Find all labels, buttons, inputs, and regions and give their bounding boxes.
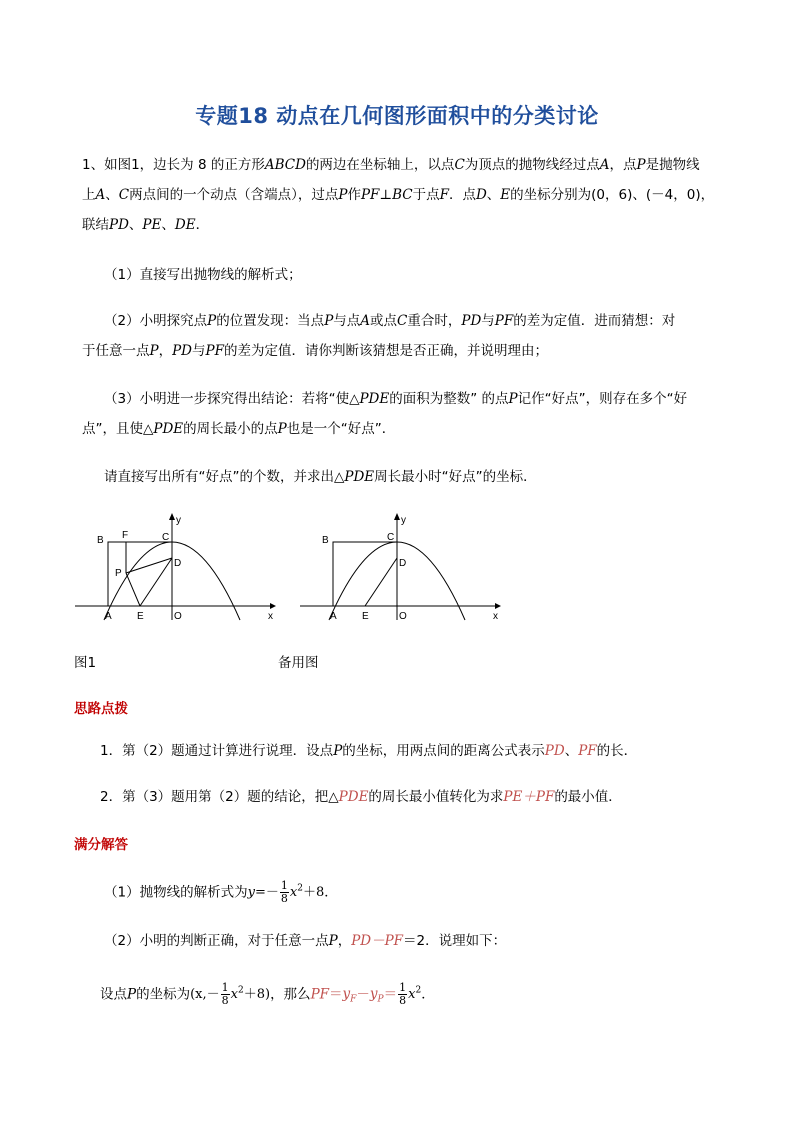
segment-pd <box>126 558 172 573</box>
y-p: $y_P$ <box>369 986 384 1006</box>
x-axis-arrow <box>270 603 276 609</box>
label-b: B <box>322 535 329 546</box>
question-1: （1）直接写出抛物线的解析式； <box>104 267 302 283</box>
question-3 <box>82 384 732 444</box>
label-x: x <box>493 611 498 622</box>
figure-1-caption: 图1 <box>74 655 97 671</box>
x-axis-arrow <box>495 603 501 609</box>
segment-de <box>140 558 172 606</box>
question-3-line-1: （3）小明进一步探究得出结论：若将“使△PDE的面积为整数” 的点P记作“好点”，则存在多个“好 <box>104 391 688 407</box>
point-p-coordinates: (x,－ $\frac{1}{8}$ $x^2+8$) <box>190 981 271 1008</box>
hints-heading: 思路点拨 <box>74 701 128 717</box>
label-o: O <box>174 611 182 622</box>
label-o: O <box>399 611 407 622</box>
question-3-line-2: 点”，且使△PDE的周长最小的点P也是一个“好点”． <box>82 421 396 437</box>
label-d: D <box>399 558 407 569</box>
parabola-equation: y=－ $\frac{1}{8}$ $x^2+8$ <box>247 879 325 906</box>
hint-2: 2．第（3）题用第（2）题的结论，把△PDE的周长最小值转化为求PE＋PF的最小值． <box>100 789 622 805</box>
problem-line-2: 上A、C两点间的一个动点（含端点），过点P作PF⊥BC于点F．点D、E的坐标分别为(0，6)、(－4，0)， <box>82 187 715 203</box>
label-e: E <box>362 611 369 622</box>
label-y: y <box>401 515 406 526</box>
question-2-line-2: 于任意一点P，PD与PF的差为定值．请你判断该猜想是否正确，并说明理由； <box>82 343 548 359</box>
square-abcd <box>333 542 397 606</box>
label-c: C <box>387 532 395 543</box>
label-f: F <box>122 530 129 541</box>
label-a: A <box>330 611 337 622</box>
solution-heading: 满分解答 <box>74 837 128 853</box>
solution-3: 设点P的坐标为(x,－ $\frac{1}{8}$ $x^2+8$)，那么$PF=y_F-y_P=$ $\frac{1}{8}$ $x^2$． <box>100 981 435 1008</box>
problem-statement <box>82 150 732 240</box>
fraction: $\frac{1}{8}$ <box>399 981 407 1008</box>
y-f: $y_F$ <box>342 986 357 1006</box>
figure-1-diagram <box>70 508 280 630</box>
segment-de <box>365 558 397 606</box>
problem-line-1: 1、如图1，边长为 8 的正方形ABCD的两边在坐标轴上，以点C为顶点的抛物线经过点A，点P是抛物线 <box>82 157 700 173</box>
fraction: $\frac{1}{8}$ <box>221 981 229 1008</box>
segment-pe <box>126 573 140 606</box>
label-b: B <box>97 535 104 546</box>
y-axis-arrow <box>169 513 175 520</box>
label-y: y <box>176 515 181 526</box>
question-2 <box>82 306 732 366</box>
label-p: P <box>115 568 122 579</box>
hint-1: 1．第（2）题通过计算进行说理．设点P的坐标，用两点间的距离公式表示PD、PF的长． <box>100 743 638 759</box>
question-2-line-1: （2）小明探究点P的位置发现：当点P与点A或点C重合时，PD与PF的差为定值．进而猜想：对 <box>104 313 676 329</box>
solution-1: （1）抛物线的解析式为y=－ $\frac{1}{8}$ $x^2+8$． <box>104 879 338 906</box>
label-e: E <box>137 611 144 622</box>
problem-line-3: 联结PD、PE、DE． <box>82 217 210 233</box>
label-x: x <box>268 611 273 622</box>
question-3-instruction: 请直接写出所有“好点”的个数，并求出△PDE周长最小时“好点”的坐标． <box>104 469 537 485</box>
backup-figure-diagram <box>295 508 505 630</box>
pf-expression: $\frac{1}{8}$ $x^2$ <box>399 981 422 1008</box>
label-c: C <box>162 532 170 543</box>
y-axis-arrow <box>394 513 400 520</box>
backup-figure-caption: 备用图 <box>278 655 319 671</box>
label-d: D <box>174 558 182 569</box>
fraction: $\frac{1}{8}$ <box>280 879 288 906</box>
solution-2: （2）小明的判断正确，对于任意一点P，PD－PF＝2．说理如下： <box>104 933 507 949</box>
page-title: 专题18 动点在几何图形面积中的分类讨论 <box>195 104 599 128</box>
label-a: A <box>105 611 112 622</box>
